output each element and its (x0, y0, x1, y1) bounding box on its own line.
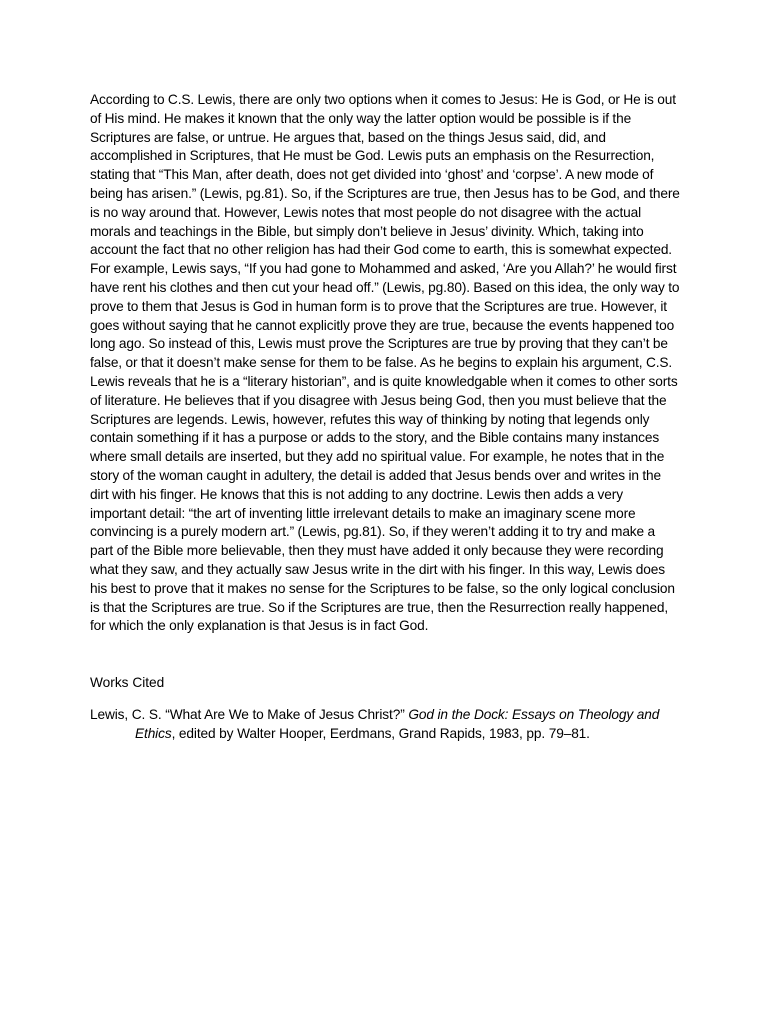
essay-paragraph: According to C.S. Lewis, there are only two options when it comes to Jesus: He is God, or He is out of His mind. He makes it known that the only way the latter option would be possible is if the Scriptures are false, or untrue. He argues that, based on the things Jesus said, did, and accomplished in Scriptures, that He must be God. Lewis puts an emphasis on the Resurrection, stating that “This Man, after death, does not get divided into ‘ghost’ and ‘corpse’. A new mode of being has arisen.” (Lewis, pg.81). So, if the Scriptures are true, then Jesus has to be God, and there is no way around that. However, Lewis notes that most people do not disagree with the actual morals and teachings in the Bible, but simply don’t believe in Jesus’ divinity. Which, taking into account the fact that no other religion has had their God come to earth, this is somewhat expected. For example, Lewis says, “If you had gone to Mohammed and asked, ‘Are you Allah?’ he would first have rent his clothes and then cut your head off.” (Lewis, pg.80). Based on this idea, the only way to prove to them that Jesus is God in human form is to prove that the Scriptures are true. However, it goes without saying that he cannot explicitly prove they are true, because the events happened too long ago. So instead of this, Lewis must prove the Scriptures are true by proving that they can’t be false, or that it doesn’t make sense for them to be false. As he begins to explain his argument, C.S. Lewis reveals that he is a “literary historian”, and is quite knowledgable when it comes to other sorts of literature. He believes that if you disagree with Jesus being God, then you must believe that the Scriptures are legends. Lewis, however, refutes this way of thinking by noting that legends only contain something if it has a purpose or adds to the story, and the Bible contains many instances where small details are inserted, but they add no spiritual value. For example, he notes that in the story of the woman caught in adultery, the detail is added that Jesus bends over and writes in the dirt with his finger. He knows that this is not adding to any doctrine. Lewis then adds a very important detail: “the art of inventing little irrelevant details to make an imaginary scene more convincing is a purely modern art.” (Lewis, pg.81). So, if they weren’t adding it to try and make a part of the Bible more believable, then they must have added it only because they were recording what they saw, and they actually saw Jesus write in the dirt with his finger. In this way, Lewis does his best to prove that it makes no sense for the Scriptures to be false, so the only logical conclusion is that the Scriptures are true. So if the Scriptures are true, then the Resurrection really happened, for which the only explanation is that Jesus is in fact God. (90, 92, 680, 634)
citation-publication: , edited by Walter Hooper, Eerdmans, Grand Rapids, 1983, pp. 79–81. (171, 725, 590, 741)
citation-entry (90, 706, 682, 744)
works-cited-heading: Works Cited (90, 675, 165, 690)
citation-book-title: God in the Dock: Essays on Theology and Ethics (135, 707, 660, 741)
citation-author-title: Lewis, C. S. “What Are We to Make of Jesus Christ?” (90, 707, 409, 722)
